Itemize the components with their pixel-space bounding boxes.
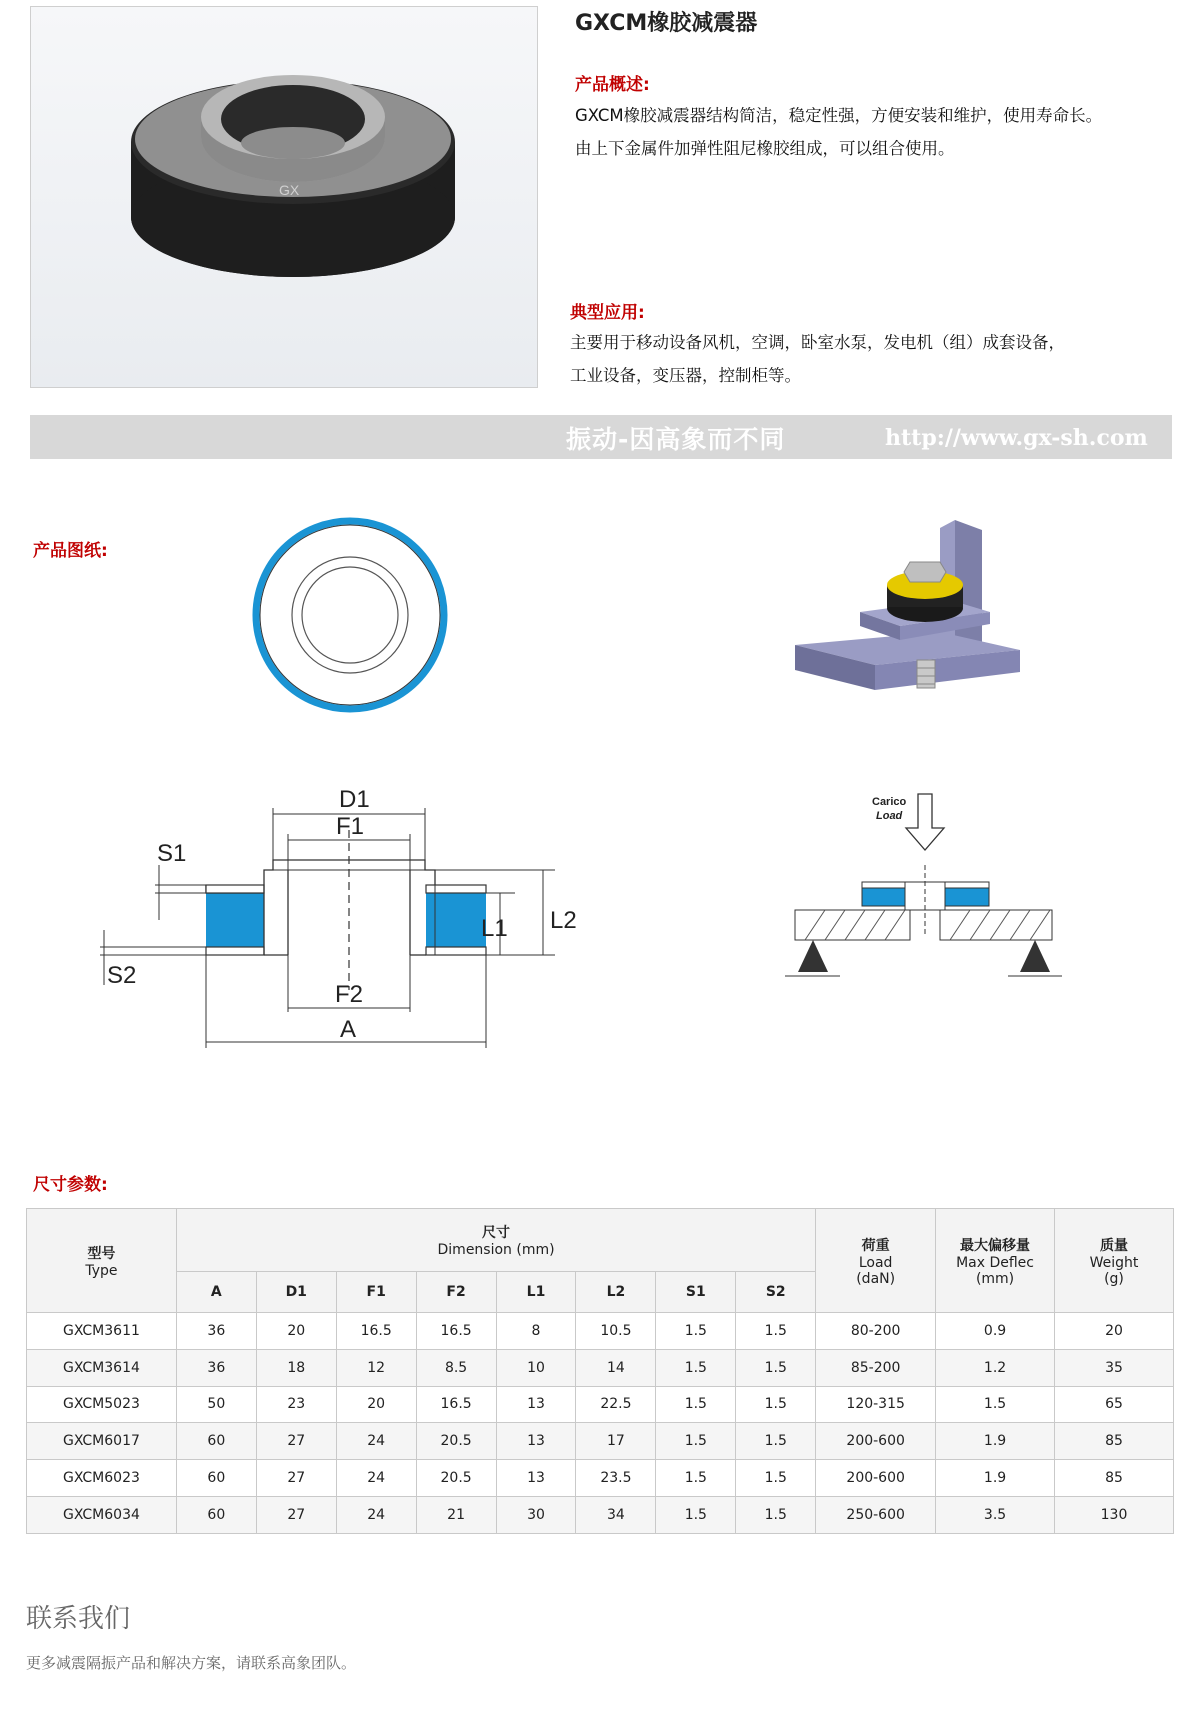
col-header: L2: [576, 1272, 656, 1313]
overview-line: GXCM橡胶减震器结构简洁，稳定性强，方便安装和维护，使用寿命长。: [575, 106, 1103, 125]
value-cell: 1.5: [736, 1460, 816, 1497]
value-cell: 1.5: [736, 1496, 816, 1533]
value-cell: 1.5: [736, 1386, 816, 1423]
value-cell: 16.5: [416, 1313, 496, 1350]
value-cell: 34: [576, 1496, 656, 1533]
value-cell: 1.5: [656, 1349, 736, 1386]
value-cell: 36: [176, 1313, 256, 1350]
load-label-carico: Carico: [872, 796, 907, 808]
dim-label-d1: D1: [339, 790, 370, 813]
table-row: [27, 1460, 1174, 1497]
value-cell: 13: [496, 1460, 576, 1497]
application-heading: 典型应用:: [570, 303, 645, 323]
drawing-heading: 产品图纸:: [33, 541, 108, 561]
rubber-mount-render: [31, 7, 537, 387]
table-row: [27, 1423, 1174, 1460]
value-cell: 3.5: [936, 1496, 1055, 1533]
value-cell: 22.5: [576, 1386, 656, 1423]
value-cell: 50: [176, 1386, 256, 1423]
dim-label-l2: L2: [550, 907, 577, 934]
value-cell: 18: [256, 1349, 336, 1386]
value-cell: 20.5: [416, 1423, 496, 1460]
value-cell: 10.5: [576, 1313, 656, 1350]
dimensions-table-body: [27, 1313, 1174, 1534]
application-line: 工业设备，变压器，控制柜等。: [570, 366, 801, 385]
value-cell: 1.5: [656, 1423, 736, 1460]
value-cell: 8: [496, 1313, 576, 1350]
value-cell: 8.5: [416, 1349, 496, 1386]
value-cell: 20: [1054, 1313, 1173, 1350]
value-cell: 200-600: [816, 1460, 936, 1497]
value-cell: 1.5: [936, 1386, 1055, 1423]
col-header: F1: [336, 1272, 416, 1313]
value-cell: 250-600: [816, 1496, 936, 1533]
col-header: F2: [416, 1272, 496, 1313]
value-cell: 200-600: [816, 1423, 936, 1460]
installation-illustration: [790, 500, 1030, 715]
dimensions-table: [26, 1208, 1174, 1534]
value-cell: 30: [496, 1496, 576, 1533]
value-cell: 14: [576, 1349, 656, 1386]
dim-label-s2: S2: [107, 962, 137, 989]
dim-label-f1: F1: [336, 813, 365, 840]
dim-label-l1: L1: [481, 915, 508, 942]
value-cell: 1.9: [936, 1460, 1055, 1497]
value-cell: 27: [256, 1496, 336, 1533]
product-title: GXCM橡胶减震器: [575, 11, 758, 36]
value-cell: 20: [256, 1313, 336, 1350]
value-cell: 23: [256, 1386, 336, 1423]
model-cell: GXCM6017: [27, 1423, 177, 1460]
value-cell: 1.5: [736, 1349, 816, 1386]
product-photo: [30, 6, 538, 388]
value-cell: 24: [336, 1423, 416, 1460]
value-cell: 0.9: [936, 1313, 1055, 1350]
value-cell: 85-200: [816, 1349, 936, 1386]
header-weight: 质量 Weight (g): [1054, 1209, 1173, 1313]
load-diagram: [780, 790, 1090, 1005]
model-cell: GXCM3614: [27, 1349, 177, 1386]
value-cell: 12: [336, 1349, 416, 1386]
value-cell: 1.5: [656, 1313, 736, 1350]
value-cell: 60: [176, 1496, 256, 1533]
value-cell: 24: [336, 1496, 416, 1533]
col-header: A: [176, 1272, 256, 1313]
value-cell: 24: [336, 1460, 416, 1497]
overview-heading: 产品概述:: [575, 75, 650, 95]
value-cell: 13: [496, 1386, 576, 1423]
contact-heading: 联系我们: [26, 1604, 131, 1634]
contact-text: 更多减震隔振产品和解决方案，请联系高象团队。: [26, 1654, 357, 1672]
col-header: S1: [656, 1272, 736, 1313]
dim-label-s1: S1: [157, 840, 187, 867]
value-cell: 85: [1054, 1423, 1173, 1460]
value-cell: 60: [176, 1460, 256, 1497]
website-link[interactable]: http://www.gx-sh.com: [885, 425, 1148, 451]
value-cell: 35: [1054, 1349, 1173, 1386]
header-dimension: 尺寸 Dimension (mm): [176, 1209, 815, 1272]
value-cell: 16.5: [416, 1386, 496, 1423]
value-cell: 85: [1054, 1460, 1173, 1497]
value-cell: 130: [1054, 1496, 1173, 1533]
banner-slogan: 振动-因高象而不同: [566, 425, 786, 454]
value-cell: 23.5: [576, 1460, 656, 1497]
value-cell: 1.5: [656, 1386, 736, 1423]
table-row: [27, 1386, 1174, 1423]
value-cell: 1.5: [656, 1496, 736, 1533]
application-text: [570, 326, 1065, 392]
value-cell: 20.5: [416, 1460, 496, 1497]
value-cell: 1.5: [736, 1423, 816, 1460]
value-cell: 10: [496, 1349, 576, 1386]
model-cell: GXCM6034: [27, 1496, 177, 1533]
value-cell: 60: [176, 1423, 256, 1460]
model-cell: GXCM3611: [27, 1313, 177, 1350]
value-cell: 27: [256, 1423, 336, 1460]
model-cell: GXCM5023: [27, 1386, 177, 1423]
watermark-logo: GX: [279, 182, 300, 198]
value-cell: 1.2: [936, 1349, 1055, 1386]
col-header: S2: [736, 1272, 816, 1313]
application-line: 主要用于移动设备风机，空调，卧室水泵，发电机（组）成套设备，: [570, 333, 1065, 352]
value-cell: 27: [256, 1460, 336, 1497]
value-cell: 120-315: [816, 1386, 936, 1423]
value-cell: 65: [1054, 1386, 1173, 1423]
load-label-load: Load: [876, 810, 903, 822]
value-cell: 16.5: [336, 1313, 416, 1350]
col-header: L1: [496, 1272, 576, 1313]
overview-text: [575, 99, 1102, 165]
table-row: [27, 1349, 1174, 1386]
top-view-drawing: [240, 505, 460, 725]
value-cell: 21: [416, 1496, 496, 1533]
value-cell: 17: [576, 1423, 656, 1460]
table-row: [27, 1313, 1174, 1350]
col-header: D1: [256, 1272, 336, 1313]
dim-label-a: A: [340, 1016, 357, 1043]
dim-label-f2: F2: [335, 981, 364, 1008]
value-cell: 1.5: [736, 1313, 816, 1350]
value-cell: 80-200: [816, 1313, 936, 1350]
value-cell: 1.5: [656, 1460, 736, 1497]
header-load: 荷重 Load (daN): [816, 1209, 936, 1313]
header-type: 型号 Type: [27, 1209, 177, 1313]
value-cell: 20: [336, 1386, 416, 1423]
model-cell: GXCM6023: [27, 1460, 177, 1497]
value-cell: 13: [496, 1423, 576, 1460]
value-cell: 36: [176, 1349, 256, 1386]
table-row: [27, 1496, 1174, 1533]
value-cell: 1.9: [936, 1423, 1055, 1460]
cross-section-drawing: [95, 790, 635, 1050]
dimensions-heading: 尺寸参数:: [33, 1175, 108, 1195]
overview-line: 由上下金属件加弹性阻尼橡胶组成，可以组合使用。: [575, 139, 955, 158]
header-max-deflection: 最大偏移量 Max Deflec (mm): [936, 1209, 1055, 1313]
